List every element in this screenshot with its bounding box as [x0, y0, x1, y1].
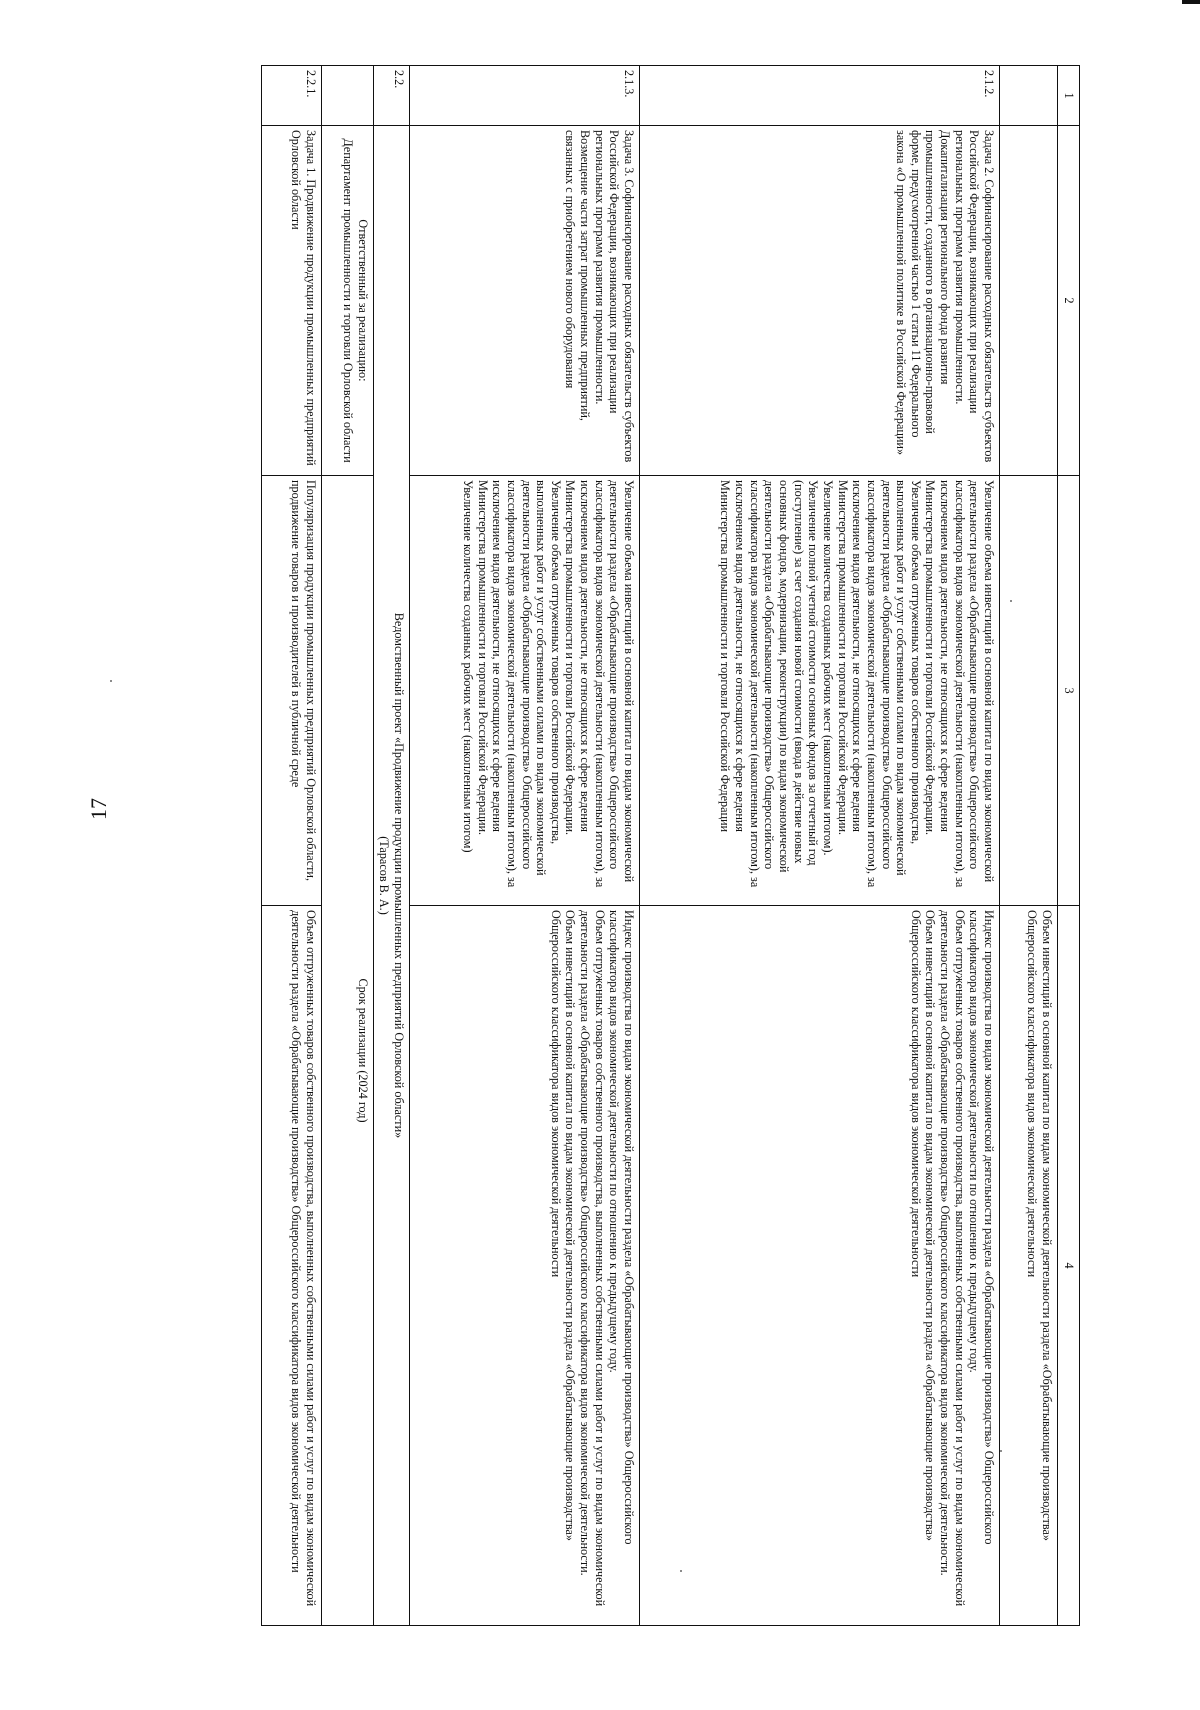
- result-text: Увеличение объема инвестиций в основной капитал по видам экономической деятельности раздела «Обрабатывающие производства» Общероссийского классификатора видов экономической деятельности (накопленным итогом), за исключением видов деятельности, не относящихся к сфере ведения Министерства промышленности и торговли Российской Федерации.: [563, 480, 636, 888]
- indicator-cell: [1000, 906, 1058, 1626]
- task-text: Возмещение части затрат промышленных предприятий, связанных с приобретением нового оборудования: [563, 130, 593, 421]
- table-row-2-1-3: [410, 66, 640, 1626]
- indicators-cell: [261, 906, 321, 1626]
- cell-empty: [1000, 66, 1058, 126]
- project-title: Ведомственный проект «Продвижение продукции промышленных предприятий Орловской области»: [392, 612, 406, 1139]
- table-row-continued: [1000, 66, 1058, 1626]
- indicator-text: Объем отгруженных товаров собственного производства, выполненных собственными силами работ и услуг по видам экономической деятельности раздела «Обрабатывающие производства» Общероссийского классификатора видов экономической деятельности.: [578, 910, 607, 1607]
- indicators-cell: [640, 906, 1000, 1626]
- corner-scan-mark: [1182, 0, 1200, 4]
- responsible-cell: [321, 126, 373, 476]
- result-text: Увеличение объема инвестиций в основной капитал по видам экономической деятельности раздела «Обрабатывающие производства» Общероссийского классификатора видов экономической деятельности (накопленным итогом), за исключением видов деятельности, не относящихся к сфере ведения Министерства промышленности и торговли Российской Федерации.: [923, 480, 996, 888]
- table-row-2-2-1: [261, 66, 321, 1626]
- task-text: Задача 3. Софинансирование расходных обязательств субъектов Российской Федерации, возникающих при реализации региональных программ развития промышленности.: [592, 130, 636, 463]
- cell-empty: [1000, 126, 1058, 476]
- cell-empty: [1000, 476, 1058, 906]
- result-text: Популяризация продукции промышленных предприятий Орловской области, продвижение товаров и производителей в публичной среде: [289, 480, 318, 881]
- page-number: 17: [86, 798, 111, 820]
- header-cell-1: 1: [1058, 66, 1080, 126]
- responsible-org: Департамент промышленности и торговли Орловской области: [341, 138, 356, 463]
- indicator-text: Индекс производства по видам экономической деятельности раздела «Обрабатывающие производства» Общероссийского классификатора видов экономической деятельности по отношению к предыдущему году.: [967, 910, 996, 1545]
- task-cell: [410, 126, 640, 476]
- result-text: Увеличение объема отгруженных товаров собственного производства, выполненных работ и услуг собственными силами по видам экономической деятельности раздела «Обрабатывающие производства» Общероссийского классификатора видов экономической деятельности (накопленным итогом), за исключением видов деятельности, не относящихся к сфере ведения Министерства промышленности и торговли Российской Федерации.: [475, 480, 563, 888]
- table-row-responsible: [321, 66, 373, 1626]
- result-text: Увеличение количества созданных рабочих мест (накопленным итогом): [460, 480, 475, 853]
- row-number: 2.2.1.: [261, 66, 321, 126]
- indicator-text: Объем отгруженных товаров собственного производства, выполненных собственными силами работ и услуг по видам экономической деятельности раздела «Обрабатывающие производства» Общероссийского классификатора видов экономической деятельности.: [938, 910, 967, 1607]
- cell-empty: [321, 66, 373, 126]
- table-row-2-2: [373, 66, 409, 1626]
- indicator-text: Объем инвестиций в основной капитал по видам экономической деятельности раздела «Обрабатывающие производства» Общероссийского классификатора видов экономической деятельности: [908, 910, 938, 1541]
- header-cell-3: 3: [1058, 476, 1080, 906]
- scan-speck: [110, 680, 112, 682]
- results-cell: [640, 476, 1000, 906]
- task-text: Докапитализация регионального фонда развития промышленности, созданного в организационно-правовой форме, предусмотренной частью 1 статьи 11 Федерального закона «О промышленной политике в Российской Федерации»: [894, 130, 953, 456]
- result-text: Увеличение количества созданных рабочих мест (накопленным итогом).: [820, 480, 835, 856]
- row-number: 2.1.3.: [410, 66, 640, 126]
- project-title-cell: [373, 126, 409, 1626]
- task-text: Задача 2. Софинансирование расходных обязательств субъектов Российской Федерации, возникающих при реализации региональных программ развития промышленности.: [952, 130, 996, 463]
- indicators-cell: [410, 906, 640, 1626]
- indicator-text: Объем инвестиций в основной капитал по видам экономической деятельности раздела «Обрабатывающие производства» Общероссийского классификатора видов экономической деятельности: [1025, 910, 1054, 1541]
- row-number: 2.2.: [373, 66, 409, 126]
- project-person: (Тарасов В. А.): [377, 836, 392, 915]
- results-cell: [261, 476, 321, 906]
- table-row-2-1-2: [640, 66, 1000, 1626]
- header-cell-2: 2: [1058, 126, 1080, 476]
- row-number: 2.1.2.: [640, 66, 1000, 126]
- period-cell: [321, 476, 373, 1626]
- indicator-text: Объем отгруженных товаров собственного производства, выполненных собственными силами работ и услуг по видам экономической деятельности раздела «Обрабатывающие производства» Общероссийского классификатора видов экономической деятельности: [289, 910, 318, 1607]
- table-header-row: [1058, 66, 1080, 1626]
- task-cell: [640, 126, 1000, 476]
- results-cell: [410, 476, 640, 906]
- rotated-sheet: [180, 65, 1080, 1625]
- responsible-label: Ответственный за реализацию:: [355, 219, 370, 382]
- program-table: [261, 65, 1080, 1626]
- header-cell-4: 4: [1058, 906, 1080, 1626]
- result-text: Увеличение объема отгруженных товаров собственного производства, выполненных работ и услуг собственными силами по видам экономической деятельности раздела «Обрабатывающие производства» Общероссийского классификатора видов экономической деятельности (накопленным итогом), за исключением видов деятельности, не относящихся к сфере ведения Министерства промышленности и торговли Российской Федерации.: [835, 480, 923, 888]
- task-cell: [261, 126, 321, 476]
- indicator-text: Объем инвестиций в основной капитал по видам экономической деятельности раздела «Обрабатывающие производства» Общероссийского классификатора видов экономической деятельности: [548, 910, 578, 1541]
- period-text: Срок реализации (2024 год): [355, 978, 370, 1123]
- indicator-text: Индекс производства по видам экономической деятельности раздела «Обрабатывающие производства» Общероссийского классификатора видов экономической деятельности по отношению к предыдущему году.: [607, 910, 636, 1545]
- task-text: Задача 1. Продвижение продукции промышленных предприятий Орловской области: [289, 130, 318, 466]
- result-text: Увеличение полной учетной стоимости основных фондов за отчетный год (поступление) за счет создания новой стоимости (ввода в действие новых основных фондов, модернизации, реконструкции) по видам экономической деятельности раздела «Обрабатывающие производства» Общероссийского классификатора видов экономической деятельности (накопленным итогом), за исключением видов деятельности, не относящихся к сфере ведения Министерства промышленности и торговли Российской Федерации: [718, 480, 821, 888]
